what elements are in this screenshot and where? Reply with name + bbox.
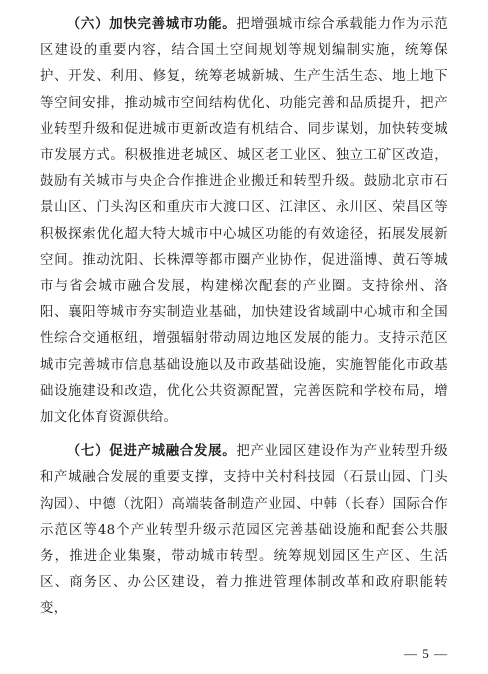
section-heading-6: （六）加快完善城市功能。: [66, 17, 237, 32]
section-heading-7: （七）促进产城融合发展。: [66, 444, 237, 460]
section-body-7: 把产业园区建设作为产业转型升级和产城融合发展的重要支撑，支持中关村科技园（石景山园、门头沟园）、中德（沈阳）高端装备制造产业园、中韩（长春）国际合作示范区等48个产业转型升级示范园区完善基础设施和配套公共服务，推进企业集聚，带动城市转型。统筹规划园区生产区、生活区、商务区、办公区建设，着力推进管理体制改革和政府职能转变，: [40, 444, 449, 617]
page-number: — 5 —: [404, 646, 448, 661]
paragraph-section-7: [40, 439, 448, 622]
paragraph-section-6: [40, 12, 448, 431]
section-body-6: 把增强城市综合承载能力作为示范区建设的重要内容，结合国土空间规划等规划编制实施，统筹保护、开发、利用、修复，统筹老城新城、生产生活生态、地上地下等空间安排，推动城市空间结构优化、功能完善和品质提升，把产业转型升级和促进城市更新改造有机结合、同步谋划，加快转变城市发展方式。积极推进老城区、城区老工业区、独立工矿区改造，鼓励有关城市与央企合作推进企业搬迁和转型升级。鼓励北京市石景山区、门头沟区和重庆市大渡口区、江津区、永川区、荣昌区等积极探索优化超大特大城市中心城区功能的有效途径，拓展发展新空间。推动沈阳、长株潭等都市圈产业协作，促进淄博、黄石等城市与省会城市融合发展，构建梯次配套的产业圈。支持徐州、洛阳、襄阳等城市夯实制造业基础，加快建设省域副中心城市和全国性综合交通枢纽，增强辐射带动周边地区发展的能力。支持示范区城市完善城市信息基础设施以及市政基础设施，实施智能化市政基础设施建设和改造，优化公共资源配置，完善医院和学校布局，增加文化体育资源供给。: [40, 17, 449, 426]
